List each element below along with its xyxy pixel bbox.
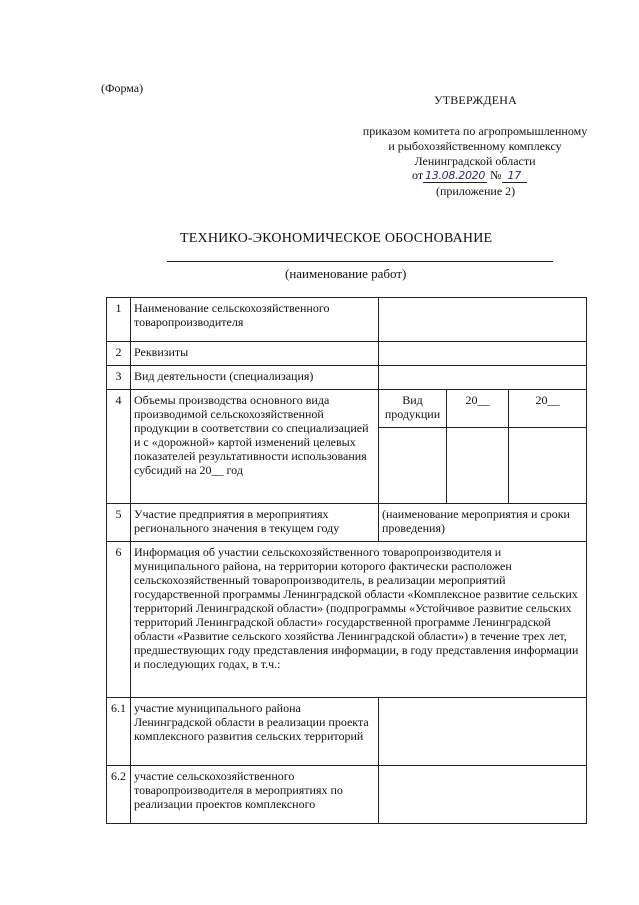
- row-number: 6: [107, 542, 131, 698]
- title-underline: [167, 261, 553, 262]
- input-cell[interactable]: [379, 698, 587, 766]
- table-row: [107, 766, 587, 824]
- order-reference: [340, 124, 610, 169]
- row-number: 6.1: [107, 698, 131, 766]
- row-number: 3: [107, 366, 131, 390]
- input-cell[interactable]: [379, 428, 447, 504]
- row-number: 4: [107, 390, 131, 504]
- row-label: участие сельскохозяйственного товаропроизводителя в мероприятиях по реализации проектов комплексного: [131, 766, 379, 824]
- approved-heading: УТВЕРЖДЕНА: [434, 93, 518, 107]
- year-1-header: 20__: [447, 390, 509, 428]
- row-number: 2: [107, 342, 131, 366]
- handwritten-number: 17: [502, 169, 527, 183]
- table-row: [107, 390, 587, 428]
- handwritten-date: 13.08.2020: [425, 169, 486, 182]
- row-label: Реквизиты: [131, 342, 379, 366]
- works-name-caption: (наименование работ): [285, 266, 407, 281]
- event-note-cell[interactable]: (наименование мероприятия и сроки проведения): [379, 504, 587, 542]
- input-cell[interactable]: [379, 298, 587, 342]
- input-cell[interactable]: [379, 766, 587, 824]
- product-type-header: Вид продукции: [379, 390, 447, 428]
- table-row: [107, 342, 587, 366]
- input-cell[interactable]: [379, 342, 587, 366]
- row-number: 1: [107, 298, 131, 342]
- table-row: [107, 504, 587, 542]
- form-label: (Форма): [101, 81, 144, 95]
- row-label: Вид деятельности (специализация): [131, 366, 379, 390]
- row-number: 6.2: [107, 766, 131, 824]
- table-row: [107, 298, 587, 342]
- order-date-number: [412, 168, 527, 183]
- input-cell[interactable]: [509, 428, 587, 504]
- row-label: Информация об участии сельскохозяйственного товаропроизводителя и муниципального района, на территории которого фактически расположен сельскохозяйственный товаропроизводитель, в реализации мероприятий государственной программы Ленинградской области «Комплексное развитие сельских территорий Ленинградской области» (подпрограммы «Устойчивое развитие сельских территорий Ленинградской области» государственной программе Ленинградской области «Развитие сельского хозяйства Ленинградской области») в течение трех лет, предшествующих году представления информации, в году представления информации и последующих годах, в т.ч.:: [131, 542, 587, 698]
- document-title: ТЕХНИКО-ЭКОНОМИЧЕСКОЕ ОБОСНОВАНИЕ: [180, 231, 493, 246]
- row-label: Объемы производства основного вида производимой сельскохозяйственной продукции в соответствии со специализацией и с «дорожной» картой изменений целевых показателей результативности использования субсидий на 20__ год: [131, 390, 379, 504]
- row-label: участие муниципального района Ленинградской области в реализации проекта комплексного развития сельских территорий: [131, 698, 379, 766]
- table-row: [107, 698, 587, 766]
- row-label: Наименование сельскохозяйственного товаропроизводителя: [131, 298, 379, 342]
- order-line-1: приказом комитета по агропромышленному: [362, 124, 588, 138]
- feasibility-table: [106, 297, 587, 824]
- input-cell[interactable]: [379, 366, 587, 390]
- order-line-2: и рыбохозяйственному комплексу: [388, 139, 562, 153]
- number-prefix: №: [490, 168, 502, 182]
- year-2-header: 20__: [509, 390, 587, 428]
- row-number: 5: [107, 504, 131, 542]
- table-row: [107, 542, 587, 698]
- date-prefix: от: [412, 168, 424, 182]
- input-cell[interactable]: [447, 428, 509, 504]
- table-row: [107, 366, 587, 390]
- order-line-3: Ленинградской области: [414, 154, 536, 168]
- appendix-label: (приложение 2): [436, 184, 516, 198]
- row-label: Участие предприятия в мероприятиях регионального значения в текущем году: [131, 504, 379, 542]
